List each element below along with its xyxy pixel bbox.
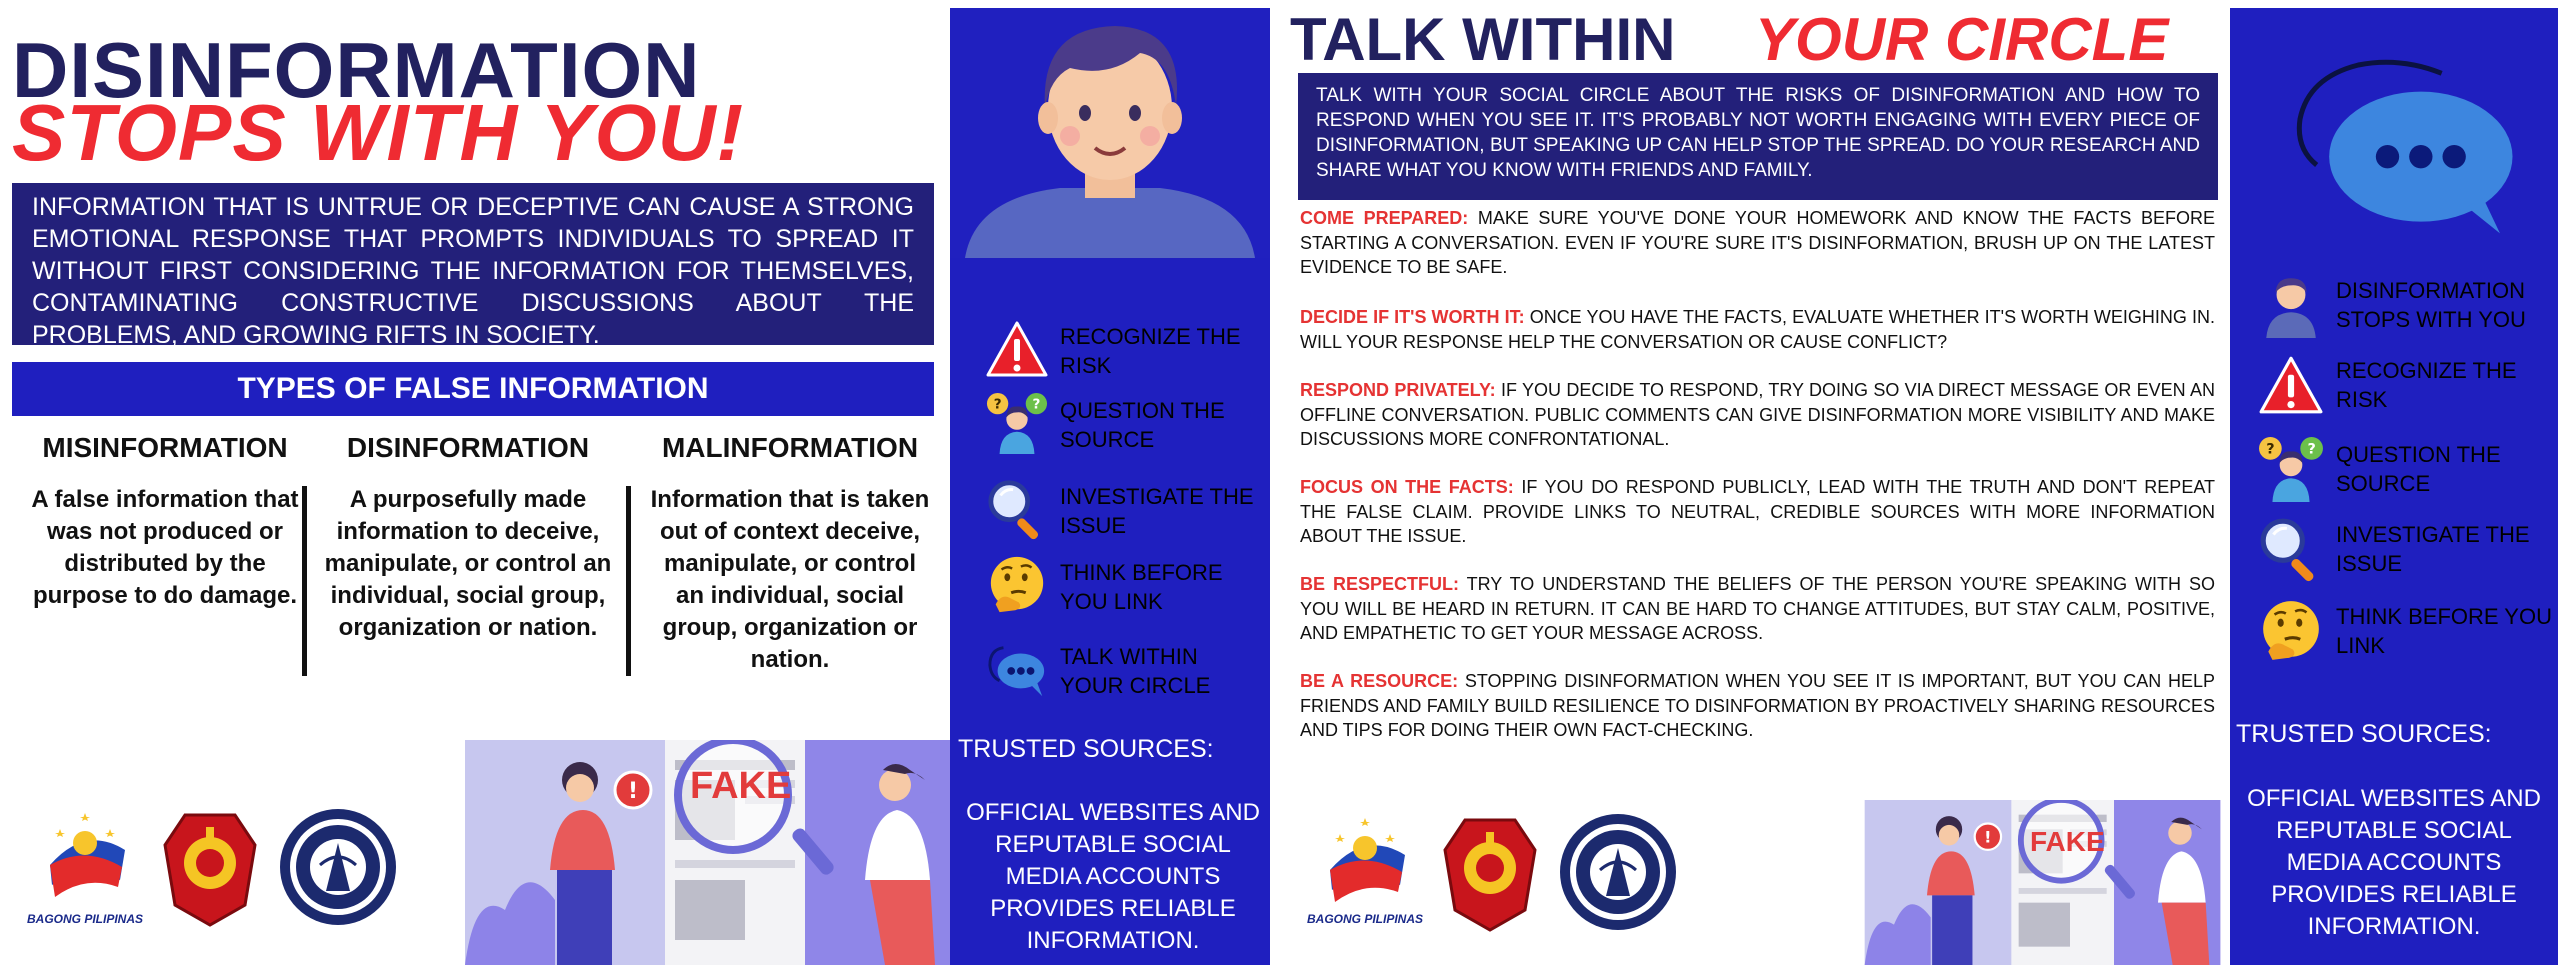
sidebar-item-investigate-issue — [2258, 514, 2558, 589]
tip-text: STOPPING DISINFORMATION WHEN YOU SEE IT IS IMPORTANT, BUT YOU CAN HELP FRIENDS AND FAMILY BUILD RESILIENCE TO DISINFORMATION BY PROACTIVELY SHARING RESOURCES AND TIPS FOR DOING THEIR OWN FACT-CHECKING. — [1300, 671, 2215, 740]
sidebar-item-recognize-risk — [2258, 350, 2558, 425]
disinformation-definition: A purposefully made information to deceive, manipulate, or control an individual, social group, organization or nation. — [324, 486, 612, 641]
question-person-icon — [985, 392, 1049, 454]
tip-text: IF YOU DECIDE TO RESPOND, TRY DOING SO VIA DIRECT MESSAGE OR EVEN AN OFFLINE CONVERSATION. PUBLIC COMMENTS CAN GIVE DISINFORMATION MORE VISIBILITY AND MAKE DISCUSSIONS MORE CONFRONTATIONAL. — [1300, 380, 2215, 449]
logo-caption: BAGONG PILIPINAS — [26, 912, 143, 926]
step-label: QUESTION THE SOURCE — [1060, 398, 1225, 452]
tip-text: ONCE YOU HAVE THE FACTS, EVALUATE WHETHER IT'S WORTH WEIGHING IN. WILL YOUR RESPONSE HELP THE CONVERSATION OR CAUSE CONFLICT? — [1300, 307, 2215, 352]
tip-title: DECIDE IF IT'S WORTH IT: — [1300, 307, 1525, 327]
sidebar-item-label: THINK BEFORE YOU LINK — [2336, 604, 2552, 658]
sidebar-item-label: RECOGNIZE THE RISK — [2336, 358, 2517, 412]
tip-title: BE A RESOURCE: — [1300, 671, 1459, 691]
tip-title: BE RESPECTFUL: — [1300, 574, 1459, 594]
trusted-sources-text: OFFICIAL WEBSITES AND REPUTABLE SOCIAL MEDIA ACCOUNTS PROVIDES RELIABLE INFORMATION. — [966, 799, 1260, 954]
malinformation-heading: MALINFORMATION — [661, 432, 919, 463]
tip-decide-worth — [1300, 305, 2215, 354]
avatar — [950, 8, 1270, 258]
malinformation-definition: Information that is taken out of context deceive, manipulate, or control an individual, social group, organization or nation. — [650, 486, 930, 673]
step-recognize-risk — [985, 316, 1275, 386]
step-label: RECOGNIZE THE RISK — [1060, 324, 1241, 378]
section-title-part1: TALK WITHIN — [1290, 6, 1676, 73]
thinking-face-icon — [985, 554, 1049, 616]
logo-caption: BAGONG PILIPINAS — [1306, 912, 1423, 926]
sidebar-item-question-source — [2258, 434, 2558, 509]
column-divider — [302, 486, 307, 676]
fake-stamp: FAKE — [690, 765, 792, 807]
step-label: TALK WITHIN YOUR CIRCLE — [1060, 644, 1211, 698]
tip-respond-privately — [1300, 378, 2215, 452]
trusted-sources-label: TRUSTED SOURCES: — [958, 735, 1214, 763]
step-question-source — [985, 390, 1275, 460]
chat-bubble-icon — [985, 638, 1049, 700]
poster-title-line2: STOPS WITH YOU! — [12, 88, 745, 177]
step-label: INVESTIGATE THE ISSUE — [1060, 484, 1254, 538]
column-divider — [626, 486, 631, 676]
circle-intro-paragraph: TALK WITH YOUR SOCIAL CIRCLE ABOUT THE RISKS OF DISINFORMATION AND HOW TO RESPOND WHEN YOU SEE IT. IT'S PROBABLY NOT WORTH ENGAGING WITH EVERY PIECE OF DISINFORMATION, BUT SPEAKING UP CAN HELP STOP THE SPREAD. DO YOUR RESEARCH AND SHARE WHAT YOU KNOW WITH FRIENDS AND FAMILY. — [1298, 73, 2218, 200]
section-title-part2: YOUR CIRCLE — [1755, 6, 2169, 73]
sidebar-item-label: INVESTIGATE THE ISSUE — [2336, 522, 2530, 576]
intro-paragraph: INFORMATION THAT IS UNTRUE OR DECEPTIVE CAN CAUSE A STRONG EMOTIONAL RESPONSE THAT PROMPTS INDIVIDUALS TO SPREAD IT WITHOUT FIRST CONSIDERING THE INFORMATION FOR THEMSELVES, CONTAMINATING CONSTRUCTIVE DISCUSSIONS ABOUT THE PROBLEMS, AND GROWING RIFTS IN SOCIETY. — [12, 183, 934, 345]
tip-text: MAKE SURE YOU'VE DONE YOUR HOMEWORK AND KNOW THE FACTS BEFORE STARTING A CONVERSATION. EVEN IF YOU'RE SURE IT'S DISINFORMATION, BRUSH UP ON THE LATEST EVIDENCE TO BE SAFE. — [1300, 208, 2215, 277]
sidebar-item-stops-with-you — [2258, 270, 2558, 345]
tip-text: IF YOU DO RESPOND PUBLICLY, LEAD WITH THE TRUTH AND DON'T REPEAT THE FALSE CLAIM. PROVIDE LINKS TO NEUTRAL, CREDIBLE SOURCES WITH MORE INFORMATION ABOUT THE ISSUE. — [1300, 477, 2215, 546]
sidebar-item-think-before-link — [2258, 596, 2558, 671]
tip-title: COME PREPARED: — [1300, 208, 1469, 228]
person-icon — [2258, 272, 2324, 338]
tip-come-prepared — [1300, 206, 2215, 280]
step-think-before-link — [985, 552, 1275, 622]
warning-icon — [985, 318, 1049, 380]
types-heading-bar: TYPES OF FALSE INFORMATION — [12, 362, 934, 416]
tip-be-resource — [1300, 669, 2215, 743]
step-label: THINK BEFORE YOU LINK — [1060, 560, 1223, 614]
trusted-sources-label: TRUSTED SOURCES: — [2236, 720, 2492, 748]
tip-title: FOCUS ON THE FACTS: — [1300, 477, 1514, 497]
fake-stamp: FAKE — [2030, 826, 2105, 857]
trusted-sources-text: OFFICIAL WEBSITES AND REPUTABLE SOCIAL MEDIA ACCOUNTS PROVIDES RELIABLE INFORMATION. — [2247, 785, 2541, 940]
fake-news-illustration — [1855, 800, 2230, 965]
tip-be-respectful — [1300, 572, 2215, 646]
question-person-icon — [2258, 436, 2324, 502]
step-talk-within-circle — [985, 636, 1275, 706]
tip-focus-facts — [1300, 475, 2215, 549]
warning-icon — [2258, 352, 2324, 418]
magnifier-icon — [2258, 516, 2324, 582]
step-investigate-issue — [985, 476, 1275, 546]
misinformation-heading: MISINFORMATION — [42, 432, 288, 463]
disinformation-heading: DISINFORMATION — [346, 432, 590, 463]
tip-text: TRY TO UNDERSTAND THE BELIEFS OF THE PERSON YOU'RE SPEAKING WITH SO YOU WILL BE HEARD IN RETURN. IT CAN BE HARD TO CHANGE ATTITUDES, BUT STAY CALM, POSITIVE, AND EMPATHETIC TO GET YOUR MESSAGE ACROSS. — [1300, 574, 2215, 643]
sidebar-item-label: QUESTION THE SOURCE — [2336, 442, 2501, 496]
magnifier-icon — [985, 478, 1049, 540]
thinking-face-icon — [2258, 598, 2324, 664]
tip-title: RESPOND PRIVATELY: — [1300, 380, 1496, 400]
sidebar-item-label: DISINFORMATION STOPS WITH YOU — [2336, 278, 2526, 332]
misinformation-definition: A false information that was not produced or distributed by the purpose to do damage. — [31, 486, 299, 609]
chat-bubble-icon — [2250, 40, 2550, 240]
poster-title-line1: DISINFORMATION — [12, 26, 701, 114]
